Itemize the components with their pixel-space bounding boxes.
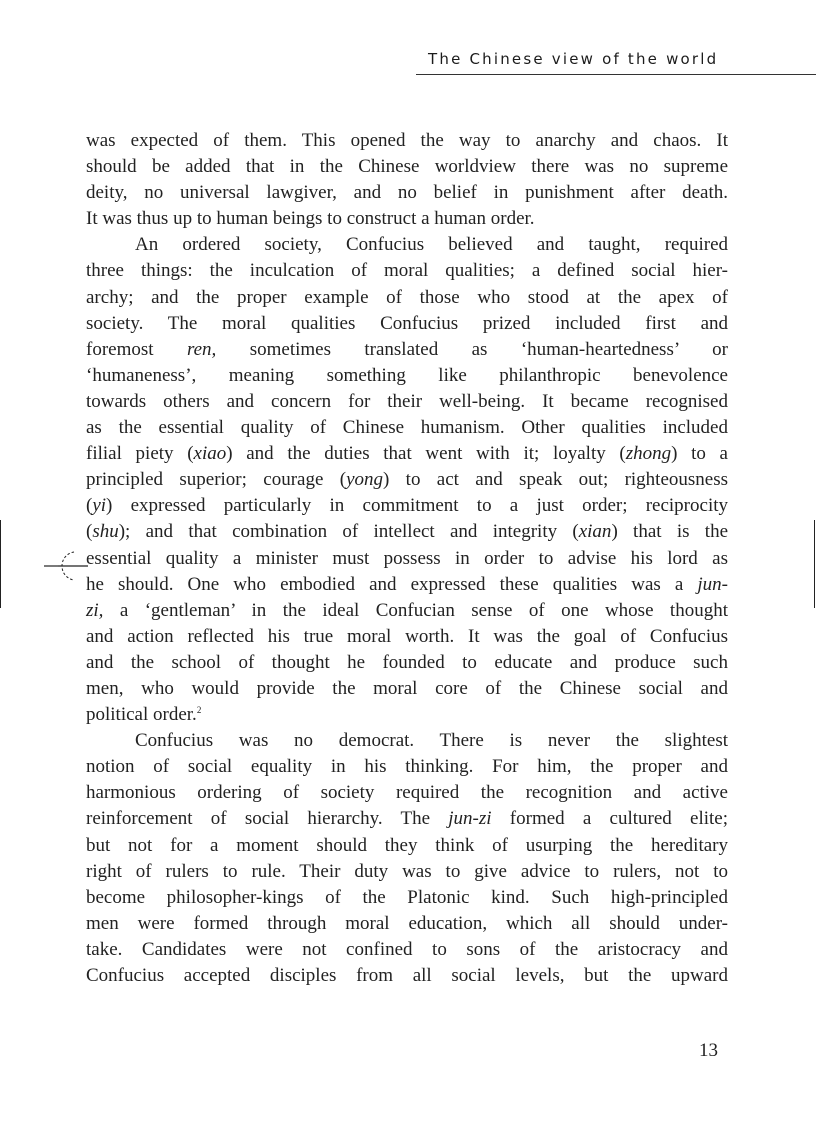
- text-line: and the school of thought he founded to educate and produce such: [86, 651, 728, 673]
- footnote-marker[interactable]: 2: [196, 705, 202, 716]
- text-line: [86, 702, 728, 728]
- text-run: (: [86, 521, 93, 543]
- text-run: ) and the duties that went with it; loyalty (: [226, 443, 626, 465]
- text-line: archy; and the proper example of those who stood at the apex of: [86, 286, 728, 308]
- text-line: deity, no universal lawgiver, and no belief in punishment after death.: [86, 182, 728, 204]
- paragraph: [86, 128, 728, 232]
- text-line: [86, 337, 728, 363]
- text-line: should be added that in the Chinese worldview there was no supreme: [86, 156, 728, 178]
- text-run: foremost: [86, 338, 187, 360]
- body-text: [86, 128, 728, 989]
- term-zi: zi,: [86, 599, 104, 621]
- text-run: principled superior; courage (: [86, 469, 347, 491]
- text-line: was expected of them. This opened the way to anarchy and chaos. It: [86, 130, 728, 151]
- term-yong: yong: [346, 469, 383, 491]
- term-jun-zi: jun-zi: [448, 808, 492, 830]
- text-line: harmonious ordering of society required the recognition and active: [86, 782, 728, 804]
- text-line: Confucius accepted disciples from all social levels, but the upward: [86, 965, 728, 986]
- running-head: The Chinese view of the world: [428, 50, 719, 68]
- text-line: men, who would provide the moral core of the Chinese social and: [86, 677, 728, 699]
- text-run: a ‘gentleman’ in the ideal Confucian sense of one whose thought: [103, 599, 728, 621]
- text-line: as the essential quality of Chinese humanism. Other qualities included: [86, 417, 728, 439]
- text-run: reinforcement of social hierarchy. The: [86, 808, 449, 830]
- term-jun: jun-: [697, 573, 728, 595]
- text-line: It was thus up to human beings to construct a human order.: [86, 208, 535, 230]
- text-line: An ordered society, Confucius believed and taught, required: [135, 234, 728, 256]
- text-line: [86, 441, 728, 467]
- paragraph: [86, 728, 728, 989]
- text-run: ) that is the: [611, 521, 729, 543]
- term-zhong: zhong: [625, 443, 672, 465]
- text-line: Confucius was no democrat. There is never the slightest: [135, 730, 728, 752]
- crop-mark-right: [814, 520, 815, 608]
- text-line: take. Candidates were not confined to sons of the aristocracy and: [86, 938, 728, 960]
- text-line: [86, 806, 728, 832]
- header-rule: [416, 74, 816, 75]
- term-xian: xian: [578, 521, 612, 543]
- text-run: ); and that combination of intellect and integrity (: [118, 521, 579, 543]
- text-line: towards others and concern for their well-being. It became recognised: [86, 390, 728, 412]
- text-run: filial piety (: [86, 443, 194, 465]
- text-run: sometimes translated as ‘human-heartedness’ or: [216, 338, 728, 360]
- text-run: political order.: [86, 704, 197, 726]
- text-line: [86, 519, 728, 545]
- text-line: [86, 572, 728, 598]
- text-run: ) expressed particularly in commitment to a just order; reciprocity: [106, 495, 728, 517]
- paragraph: [86, 232, 728, 728]
- text-run: (: [86, 495, 93, 517]
- text-run: ) to act and speak out; righteousness: [383, 469, 728, 491]
- text-line: [86, 467, 728, 493]
- term-yi: yi: [92, 495, 107, 517]
- text-line: but not for a moment should they think of usurping the hereditary: [86, 834, 728, 856]
- text-run: formed a cultured elite;: [491, 808, 728, 830]
- text-run: he should. One who embodied and expressed these qualities was a: [86, 573, 698, 595]
- text-line: become philosopher-kings of the Platonic kind. Such high-principled: [86, 886, 728, 908]
- text-line: ‘humaneness’, meaning something like philanthropic benevolence: [86, 364, 728, 386]
- text-line: notion of social equality in his thinking. For him, the proper and: [86, 756, 728, 778]
- term-ren: ren,: [186, 338, 217, 360]
- registration-mark-icon: [44, 548, 88, 584]
- text-line: right of rulers to rule. Their duty was to give advice to rulers, not to: [86, 860, 728, 882]
- term-xiao: xiao: [193, 443, 227, 465]
- crop-mark-left: [0, 520, 1, 608]
- text-line: [86, 598, 728, 624]
- term-shu: shu: [92, 521, 119, 543]
- text-run: ) to a: [671, 443, 728, 465]
- text-line: men were formed through moral education, which all should under-: [86, 912, 728, 934]
- page-number: 13: [699, 1040, 718, 1061]
- text-line: essential quality a minister must possess in order to advise his lord as: [86, 547, 728, 569]
- text-line: three things: the inculcation of moral qualities; a defined social hier-: [86, 260, 728, 282]
- text-line: society. The moral qualities Confucius prized included first and: [86, 312, 728, 334]
- text-line: [86, 493, 728, 519]
- text-line: and action reflected his true moral worth. It was the goal of Confucius: [86, 625, 728, 647]
